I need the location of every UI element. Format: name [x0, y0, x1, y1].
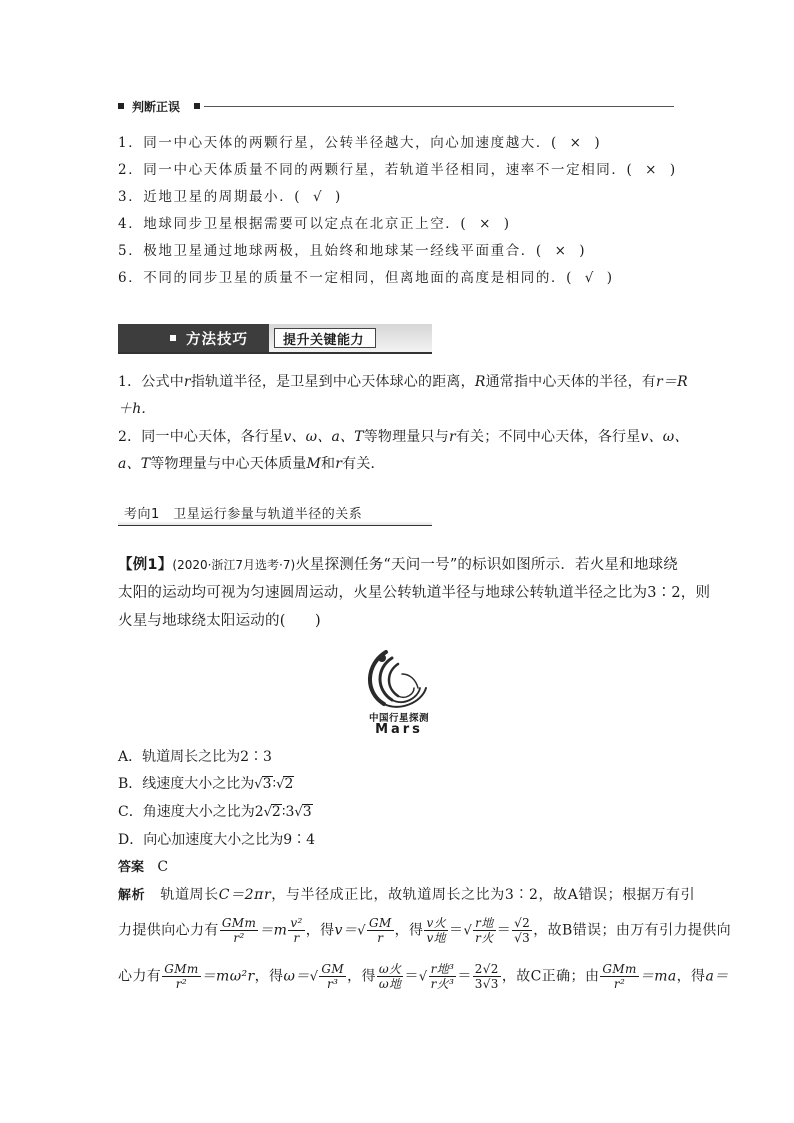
answer-label: 答案 [118, 860, 145, 875]
topic-heading [118, 500, 432, 526]
logo-en-text: Mars [375, 722, 423, 737]
judge-item-5: 5．极地卫星通过地球两极，且始终和地球某一经线平面重合．( × ) [118, 243, 587, 259]
analysis-line-2: 力提供向心力有 $\frac{\text{GMm}}{\text{r²}}$ ＝m $\frac{\text{v²}}{r}$ ，得v＝√ $\frac{GM}{r}$ ，得 $\frac{\text{v火}}{\text{v地}}$ ＝√ $\frac{\text{r地}}{\text{r火}}$ ＝ $\frac{√2}{√3}$ ，故B错误；由万有引力提供向 [118, 916, 732, 945]
method-subtitle: 提升关键能力 [283, 333, 365, 348]
bullet-square-icon [118, 103, 124, 109]
mars-mission-logo [356, 644, 442, 740]
option-c: C．角速度大小之比为2√2∶3√3 [118, 804, 312, 820]
analysis-label: 解析 [118, 888, 146, 903]
example-source: (2020·浙江7月选考·7) [172, 558, 296, 572]
heading-rule [118, 525, 432, 526]
judge-section-header [118, 99, 674, 115]
header-rule [204, 106, 674, 107]
judge-item-3: 3．近地卫星的周期最小．( √ ) [118, 189, 342, 205]
example-line-1: 【例1】(2020·浙江7月选考·7)火星探测任务“天问一号”的标识如图所示．若火星和地球绕 [118, 557, 678, 573]
method-line-3: 2．同一中心天体，各行星v、ω、a、T等物理量只与r有关；不同中心天体，各行星v、ω、 [118, 429, 689, 445]
banner-rule [118, 352, 432, 354]
bullet-square-icon [194, 103, 200, 109]
method-line-1: 1．公式中r指轨道半径，是卫星到中心天体球心的距离，R通常指中心天体的半径，有r＝R [118, 374, 688, 390]
answer-line [118, 856, 168, 875]
judge-item-2: 2．同一中心天体质量不同的两颗行星，若轨道半径相同，速率不一定相同．( × ) [118, 162, 677, 178]
banner-dark-block [118, 324, 269, 352]
judge-item-1: 1．同一中心天体的两颗行星，公转半径越大，向心加速度越大．( × ) [118, 135, 602, 151]
option-d: D．向心加速度大小之比为9∶4 [118, 832, 316, 848]
topic-label: 考向1 卫星运行参量与轨道半径的关系 [124, 507, 363, 522]
method-section-banner [118, 324, 432, 352]
example-tag: 【例1】 [118, 557, 173, 573]
method-line-4: a、T等物理量与中心天体质量M和r有关． [118, 456, 385, 472]
answer-value: C [157, 859, 169, 875]
example-line-2: 太阳的运动均可视为匀速圆周运动，火星公转轨道半径与地球公转轨道半径之比为3∶2，则 [118, 585, 711, 601]
judge-title: 判断正误 [132, 100, 181, 114]
example-line-3: 火星与地球绕太阳运动的( ) [118, 613, 321, 629]
judge-item-6: 6．不同的同步卫星的质量不一定相同，但离地面的高度是相同的．( √ ) [118, 270, 614, 286]
option-a: A．轨道周长之比为2∶3 [118, 749, 272, 765]
mars-orbit-logo-icon [356, 644, 442, 710]
judge-item-4: 4．地球同步卫星根据需要可以定点在北京正上空．( × ) [118, 216, 511, 232]
method-line-2: ＋h. [118, 401, 147, 417]
banner-subtitle-box [274, 328, 376, 348]
analysis-line-1: 解析 轨道周长C＝2πr，与半径成正比，故轨道周长之比为3∶2，故A错误；根据万有引 [118, 887, 696, 903]
method-title: 方法技巧 [186, 332, 248, 348]
logo-cn-text: 中国行星探测 [368, 713, 429, 724]
bullet-square-icon [170, 335, 176, 341]
option-b: B．线速度大小之比为√3∶√2 [118, 776, 294, 792]
analysis-line-3: 心力有 $\frac{\text{GMm}}{\text{r²}}$ ＝mω²r，得ω＝√ $\frac{GM}{\text{r³}}$ ，得 $\frac{\text{ω火}}{\text{ω地}}$ ＝√ $\frac{\text{r地³}}{\text{r火³}}$ ＝ $\frac{2√2}{3√3}$ ，故C正确；由 $\frac{\text{GMm}}{\text{r²}}$ ＝ma，得a＝ [118, 962, 729, 991]
